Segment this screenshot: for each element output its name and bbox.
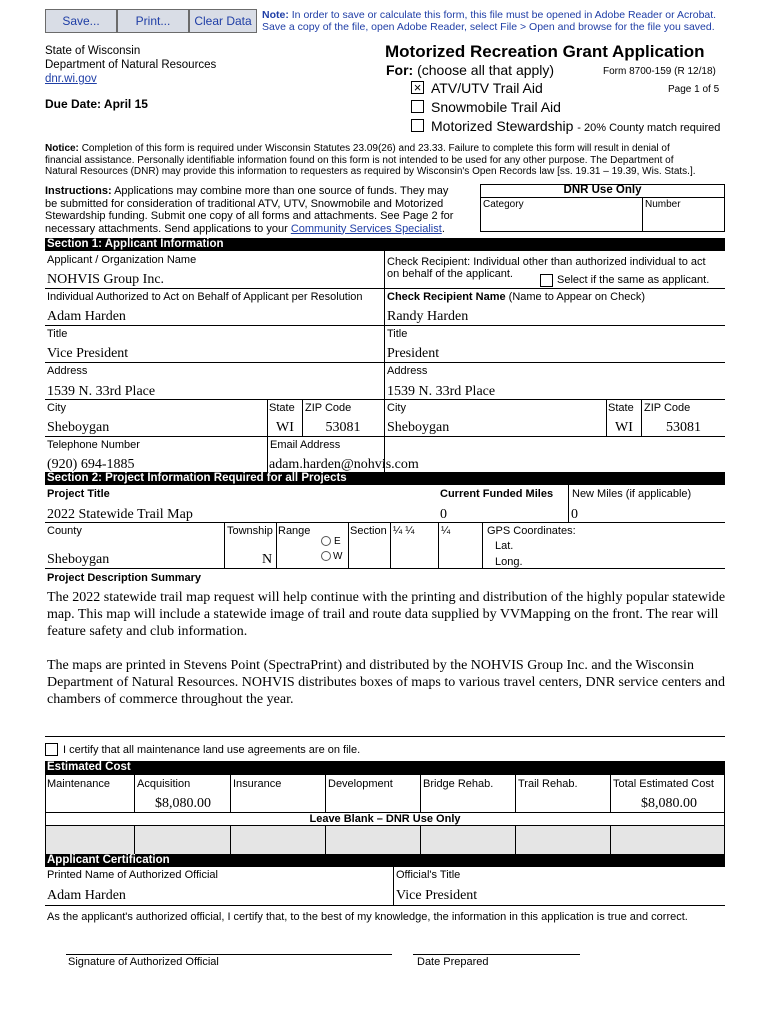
- title-field-right[interactable]: President: [387, 346, 440, 361]
- project-title-label: Project Title: [47, 488, 110, 500]
- notice-text: Notice: Completion of this form is required under Wisconsin Statutes 23.09(26) and 23.33. Failure to complete this form will result in denial of financial assistance. Personally identifiable information found on this form is not intended to be used for any other purpose. The Department of Natural Resources (DNR) may provide this information to requesters as required by Wisconsin's Open Records law [ss. 19.31 – 19.39, Wis. Stats.].: [45, 143, 696, 177]
- address-label-right: Address: [387, 365, 428, 377]
- cost-col-bridge: Bridge Rehab.: [423, 778, 494, 790]
- printed-name-field[interactable]: Adam Harden: [47, 888, 126, 903]
- for-line: For: (choose all that apply): [386, 62, 555, 78]
- total-cost-field[interactable]: $8,080.00: [641, 796, 697, 811]
- summary-label: Project Description Summary: [47, 572, 202, 584]
- phone-field[interactable]: (920) 694-1885: [47, 457, 135, 472]
- same-as-applicant-checkbox[interactable]: [540, 274, 553, 287]
- cost-col-trail: Trail Rehab.: [518, 778, 578, 790]
- township-label: Township: [227, 525, 273, 537]
- city-field-right[interactable]: Sheboygan: [387, 420, 450, 435]
- form-number: Form 8700-159 (R 12/18): [603, 66, 716, 77]
- recipient-field[interactable]: Randy Harden: [387, 309, 469, 324]
- certification-header: Applicant Certification: [45, 854, 725, 867]
- dnr-category-label: Category: [483, 199, 524, 210]
- official-title-label: Official's Title: [396, 869, 461, 881]
- print-button[interactable]: Print...: [117, 9, 189, 33]
- new-miles-field[interactable]: 0: [571, 507, 578, 522]
- phone-label: Telephone Number: [47, 439, 140, 451]
- note-text: Note: In order to save or calculate this form, this file must be opened in Adobe Reader or Acrobat. Save a copy of the file, open Adobe Reader, select File > Open and browse for the file you saved.: [262, 9, 717, 33]
- atv-checkbox[interactable]: ×: [411, 81, 424, 94]
- quarter-quarter-label: ¼ ¼: [393, 525, 415, 537]
- cost-col-acquisition: Acquisition: [137, 778, 191, 790]
- quarter-label: ¼: [441, 525, 451, 537]
- project-title-field[interactable]: 2022 Statewide Trail Map: [47, 507, 193, 522]
- leave-blank-label: Leave Blank – DNR Use Only: [309, 813, 461, 825]
- section-label: Section: [350, 525, 387, 537]
- zip-field-left[interactable]: 53081: [325, 420, 361, 435]
- auth-field[interactable]: Adam Harden: [47, 309, 126, 324]
- org-label: Applicant / Organization Name: [47, 254, 197, 266]
- range-west-radio[interactable]: [321, 551, 331, 561]
- project-description[interactable]: The 2022 statewide trail map request will help continue with the printing and distribution of the highly popular statewide map. This map will include a statewide image of trail and route data supplied by VVMapping on the front. The rear will feature safety and club information. The maps are printed in Stevens Point (SpectraPrint) and distributed by the NOHVIS Group Inc. and the Wisconsin Department of Natural Resources. NOHVIS distributes boxes of maps to various travel centers, DNR service centers and chambers of commerce throughout the year.: [47, 590, 726, 707]
- lat-label: Lat.: [495, 540, 514, 552]
- range-east-label: E: [334, 536, 341, 547]
- zip-label-left: ZIP Code: [305, 402, 352, 414]
- city-label-left: City: [47, 402, 66, 414]
- form-title: Motorized Recreation Grant Application: [385, 42, 705, 61]
- certify-checkbox[interactable]: [45, 743, 58, 756]
- address-field-right[interactable]: 1539 N. 33rd Place: [387, 384, 496, 399]
- township-field[interactable]: N: [262, 552, 273, 567]
- new-miles-label: New Miles (if applicable): [572, 488, 692, 500]
- specialist-link[interactable]: Community Services Specialist: [290, 222, 442, 235]
- stewardship-checkbox[interactable]: [411, 119, 424, 132]
- cost-col-development: Development: [328, 778, 393, 790]
- state-field-left[interactable]: WI: [276, 420, 294, 435]
- due-date: Due Date: April 15: [45, 97, 148, 111]
- check-recipient-note: Check Recipient: Individual other than authorized individual to act on behalf of the applicant.: [387, 256, 706, 280]
- snowmobile-checkbox[interactable]: [411, 100, 424, 113]
- signature-label: Signature of Authorized Official: [68, 956, 219, 968]
- printed-name-label: Printed Name of Authorized Official: [47, 869, 218, 881]
- dnr-cost-row: [46, 826, 724, 854]
- range-label: Range: [278, 525, 311, 537]
- title-label-right: Title: [387, 328, 408, 340]
- county-field[interactable]: Sheboygan: [47, 552, 110, 567]
- address-field-left[interactable]: 1539 N. 33rd Place: [47, 384, 156, 399]
- gps-label: GPS Coordinates:: [487, 525, 576, 537]
- dnr-link[interactable]: dnr.wi.gov: [45, 73, 97, 85]
- title-label-left: Title: [47, 328, 68, 340]
- funded-miles-label: Current Funded Miles: [440, 488, 554, 500]
- email-label: Email Address: [270, 439, 341, 451]
- atv-label: ATV/UTV Trail Aid: [431, 80, 543, 96]
- cost-col-insurance: Insurance: [233, 778, 282, 790]
- recipient-label: Check Recipient Name (Name to Appear on Check): [387, 291, 646, 303]
- zip-label-right: ZIP Code: [644, 402, 691, 414]
- state-field-right[interactable]: WI: [615, 420, 633, 435]
- address-label-left: Address: [47, 365, 88, 377]
- snowmobile-label: Snowmobile Trail Aid: [431, 99, 561, 115]
- state-label-right: State: [608, 402, 634, 414]
- same-as-applicant-label: Select if the same as applicant.: [557, 274, 710, 286]
- acquisition-field[interactable]: $8,080.00: [155, 796, 211, 811]
- cost-header: Estimated Cost: [45, 761, 725, 774]
- stewardship-label: Motorized Stewardship - 20% County match required: [431, 118, 721, 134]
- title-field-left[interactable]: Vice President: [47, 346, 129, 361]
- agency-block: State of Wisconsin Department of Natural Resources dnr.wi.gov: [45, 45, 217, 85]
- email-field[interactable]: adam.harden@nohvis.com: [269, 457, 419, 472]
- dnr-use-title: DNR Use Only: [563, 184, 642, 196]
- city-field-left[interactable]: Sheboygan: [47, 420, 110, 435]
- certification-statement: As the applicant's authorized official, I certify that, to the best of my knowledge, the information in this application is true and correct.: [47, 911, 688, 923]
- org-field[interactable]: NOHVIS Group Inc.: [47, 272, 165, 287]
- zip-field-right[interactable]: 53081: [666, 420, 701, 435]
- date-prepared-label: Date Prepared: [417, 956, 489, 968]
- certify-label: I certify that all maintenance land use agreements are on file.: [63, 744, 361, 756]
- dnr-number-label: Number: [645, 199, 681, 210]
- save-button[interactable]: Save...: [45, 9, 117, 33]
- section1-header: Section 1: Applicant Information: [45, 238, 725, 251]
- range-east-radio[interactable]: [321, 536, 331, 546]
- funded-miles-field[interactable]: 0: [440, 507, 447, 522]
- county-label: County: [47, 525, 82, 537]
- official-title-field[interactable]: Vice President: [396, 888, 478, 903]
- section2-header: Section 2: Project Information Required for all Projects: [45, 472, 725, 485]
- cost-col-total: Total Estimated Cost: [613, 778, 714, 790]
- city-label-right: City: [387, 402, 406, 414]
- state-label-left: State: [269, 402, 295, 414]
- long-label: Long.: [495, 556, 523, 568]
- cost-col-maintenance: Maintenance: [47, 778, 110, 790]
- instructions-text: Instructions: Applications may combine more than one source of funds. They may be submitted for consideration of traditional ATV, UTV, Snowmobile and Motorized Stewardship funding. Submit one copy of all forms and attachments. See Page 2 for necessary attachments. Send applications to your Community Services Specialist.: [45, 185, 454, 235]
- clear-data-button[interactable]: Clear Data: [189, 9, 257, 33]
- range-west-label: W: [333, 551, 343, 562]
- auth-label: Individual Authorized to Act on Behalf of Applicant per Resolution: [47, 291, 363, 303]
- page-number: Page 1 of 5: [668, 84, 720, 95]
